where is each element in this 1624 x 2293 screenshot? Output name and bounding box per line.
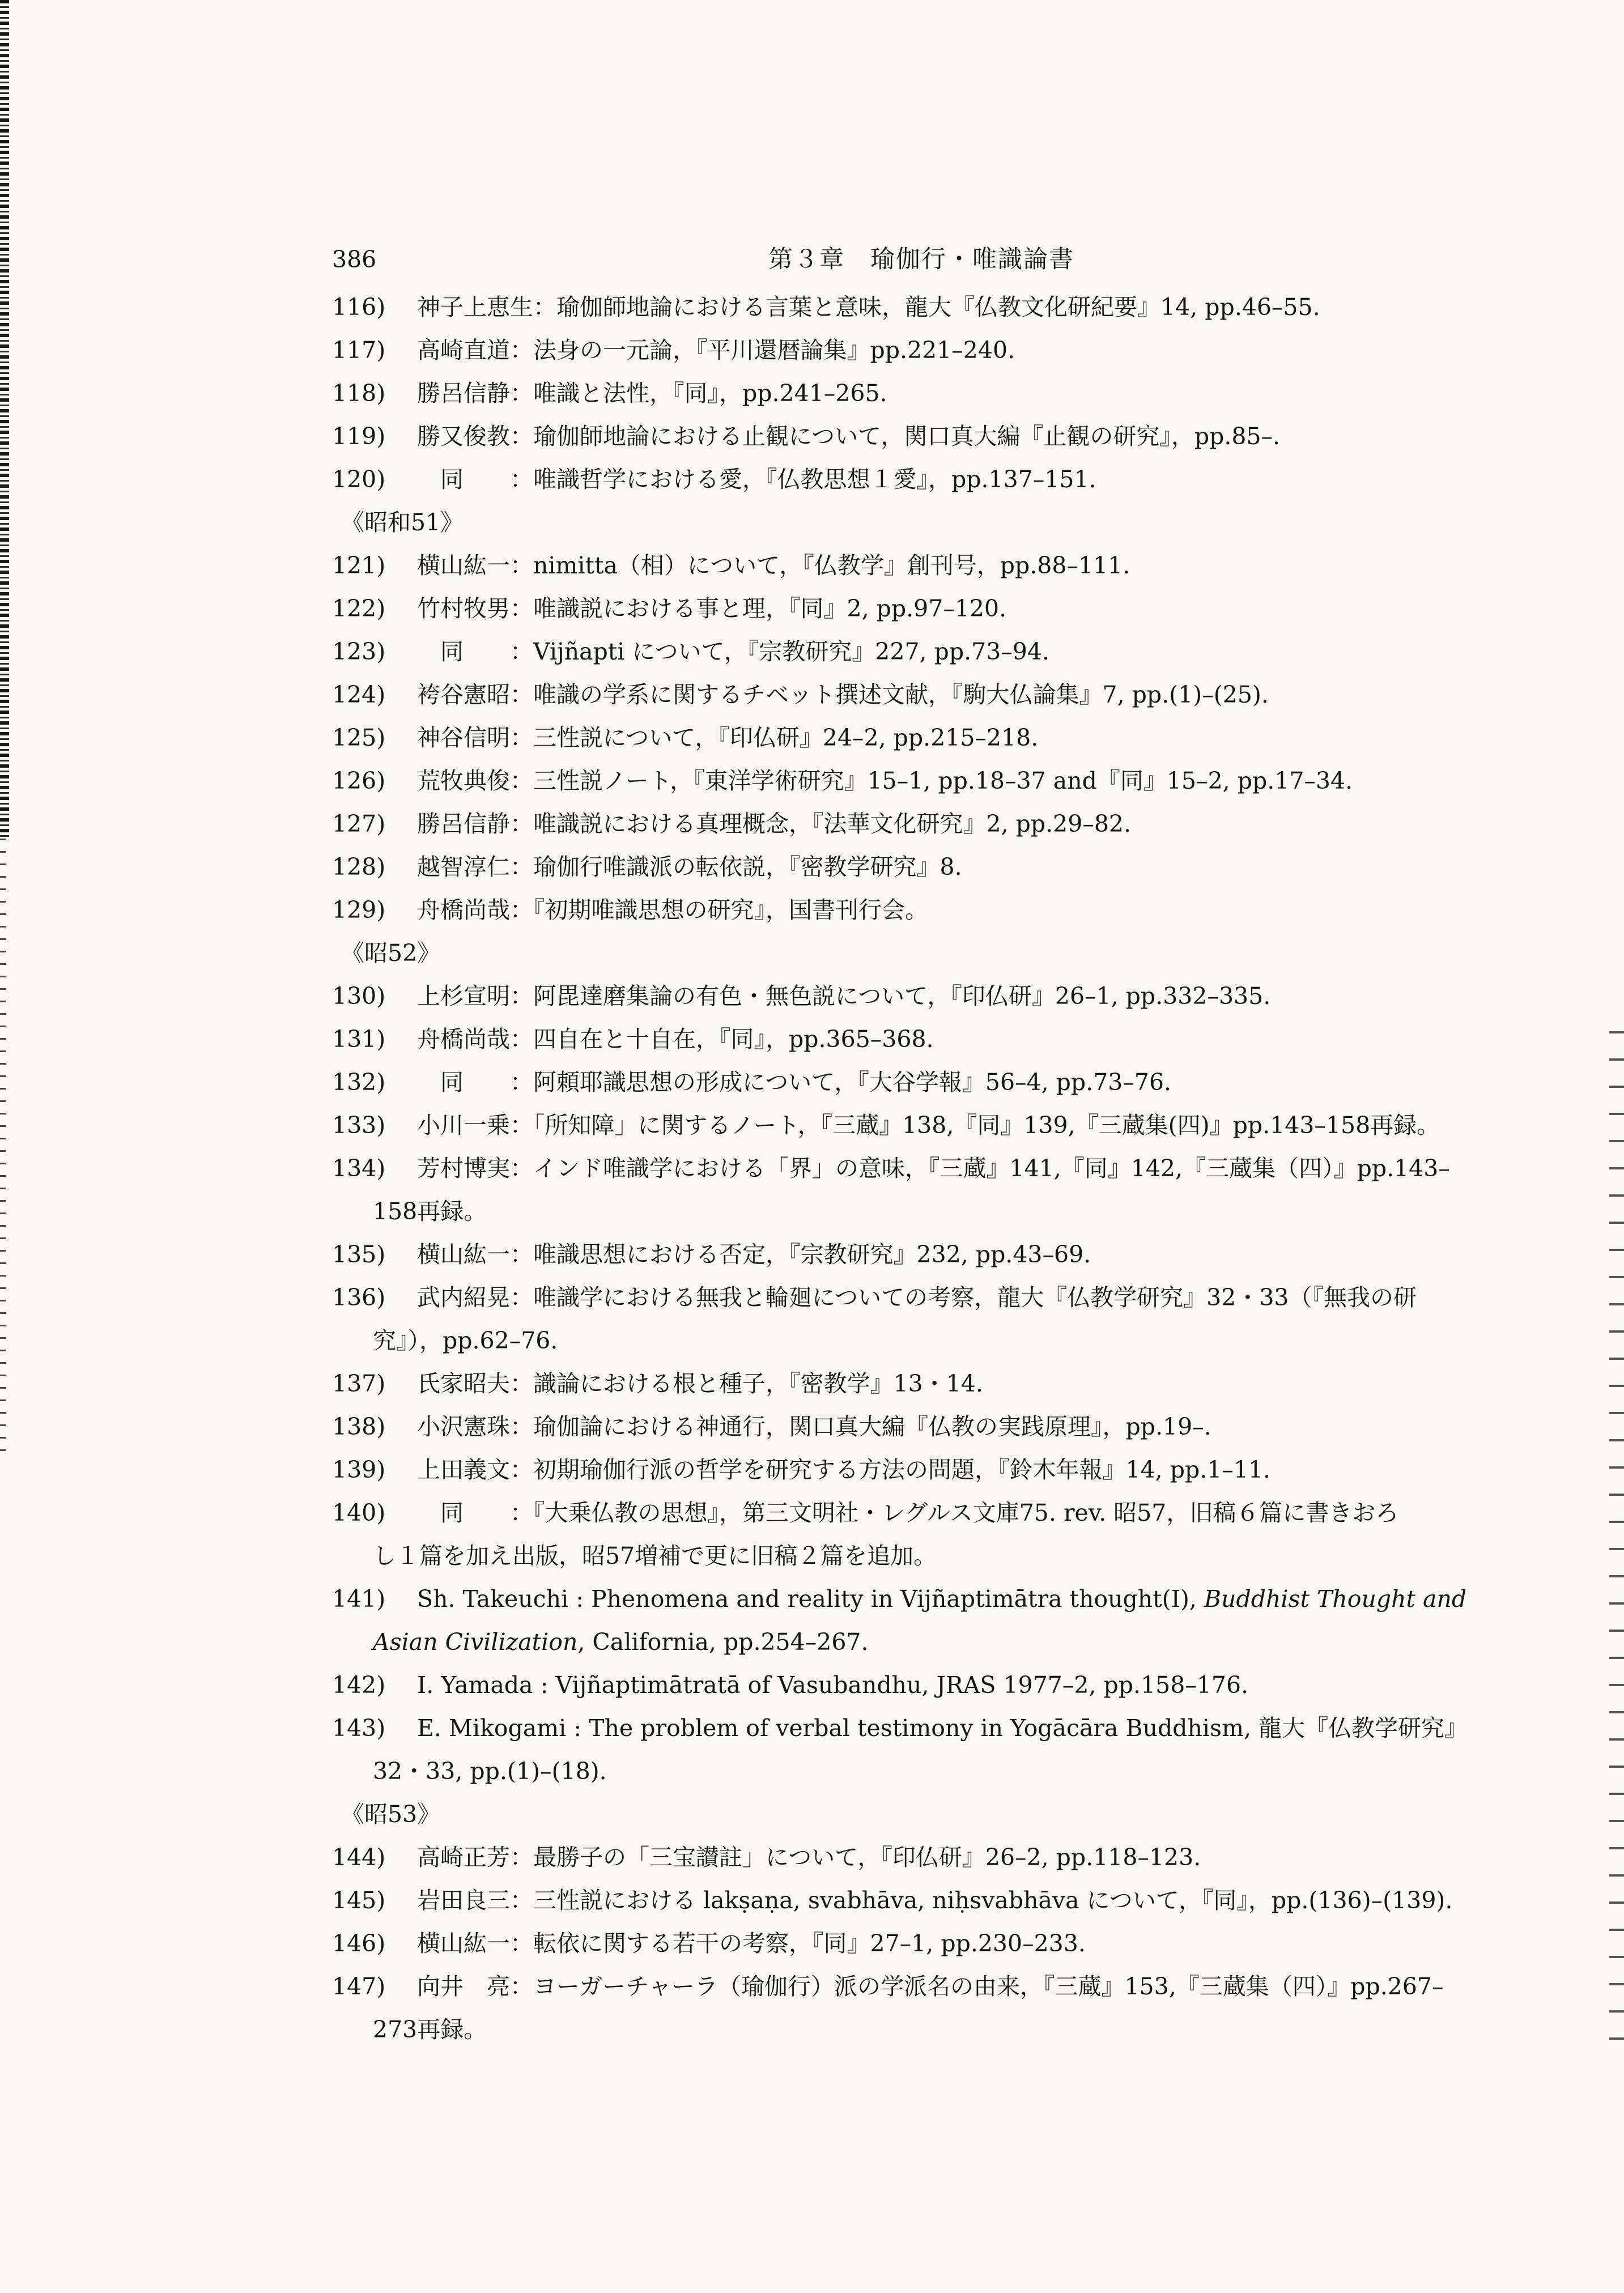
entry-text-plain: Sh. Takeuchi : Phenomena and reality in Vijñaptimātra thought(I), [417, 1585, 1204, 1613]
bibliography-entry [332, 1405, 1511, 1448]
entry-line [332, 372, 1511, 415]
entry-text: 上杉宣明：阿毘達磨集論の有色・無色説について，『印仏研』26–1, pp.332–335. [417, 982, 1271, 1010]
entry-number: 131) [332, 1026, 386, 1053]
bibliography-entry [332, 975, 1511, 1018]
entry-line [332, 1147, 1511, 1190]
entry-text: 芳村博実：インド唯識学における「界」の意味，『三蔵』141,『同』142,『三蔵集（四）』pp.143– [417, 1155, 1450, 1182]
entry-text: 舟橋尚哉：四自在と十自在，『同』，pp.365–368. [417, 1026, 934, 1053]
entry-continuation: 273再録。 [373, 2016, 487, 2043]
bibliography-entry [332, 716, 1511, 759]
entry-text: 勝呂信静：唯識説における真理概念，『法華文化研究』2, pp.29–82. [417, 810, 1132, 837]
entry-text: 同 ：Vijñapti について，『宗教研究』227, pp.73–94. [417, 638, 1050, 665]
entry-text [417, 1577, 1511, 1620]
section-heading: 《昭52》 [341, 939, 441, 967]
entry-text: 荒牧典俊：三性説ノート，『東洋学術研究』15–1, pp.18–37 and『同』15–2, pp.17–34. [417, 767, 1353, 794]
entry-line [332, 1448, 1511, 1491]
entry-line [332, 1233, 1511, 1276]
entry-number: 132) [332, 1069, 386, 1096]
entry-line [332, 329, 1511, 372]
entry-text-italic: Asian Civilization [373, 1628, 578, 1656]
bibliography-entry [332, 1061, 1511, 1104]
entry-number: 135) [332, 1241, 386, 1268]
bibliography-entry [332, 286, 1511, 329]
bibliography-entry [332, 1018, 1511, 1061]
entry-text: 小沢憲珠：瑜伽論における神通行，関口真大編『仏教の実践原理』，pp.19–. [417, 1413, 1211, 1440]
entry-line [332, 458, 1511, 501]
page-header [332, 238, 1511, 286]
entry-number: 144) [332, 1844, 386, 1871]
entry-number: 123) [332, 638, 386, 665]
entry-text: 同 ：阿頼耶識思想の形成について，『大谷学報』56–4, pp.73–76. [417, 1069, 1172, 1096]
bibliography-entry [332, 1362, 1511, 1405]
entry-line [332, 1061, 1511, 1104]
entry-line [332, 716, 1511, 759]
entry-text: 勝呂信静：唯識と法性，『同』，pp.241–265. [417, 380, 887, 407]
entry-text: 岩田良三：三性説における lakṣaṇa, svabhāva, niḥsvabhāva について，『同』，pp.(136)–(139). [417, 1887, 1453, 1914]
entry-line [332, 1922, 1511, 1965]
entry-number: 136) [332, 1284, 386, 1311]
running-title: 第３章 瑜伽行・唯識論書 [768, 245, 1074, 274]
entry-line [332, 1491, 1511, 1534]
entry-line [332, 1577, 1511, 1620]
entry-continuation: 究』），pp.62–76. [373, 1327, 558, 1354]
bibliography-entry [332, 1104, 1511, 1147]
bibliography-entry [332, 587, 1511, 630]
entry-line [332, 544, 1511, 587]
entry-number: 124) [332, 681, 386, 708]
entry-line [332, 1879, 1511, 1922]
entry-number: 120) [332, 466, 386, 493]
entry-text: 高崎正芳：最勝子の「三宝讃註」について，『印仏研』26–2, pp.118–123. [417, 1844, 1201, 1871]
entry-number: 142) [332, 1671, 386, 1699]
entry-text: 舟橋尚哉：『初期唯識思想の研究』，国書刊行会。 [417, 896, 928, 924]
entry-number: 129) [332, 896, 386, 924]
entry-line [332, 759, 1511, 802]
entry-text: I. Yamada : Vijñaptimātratā of Vasubandhu, JRAS 1977–2, pp.158–176. [417, 1671, 1249, 1699]
bibliography-entry [332, 458, 1511, 501]
entry-text: E. Mikogami : The problem of verbal testimony in Yogācāra Buddhism, 龍大『仏教学研究』 [417, 1715, 1468, 1742]
entry-text: 小川一乗：「所知障」に関するノート，『三蔵』138,『同』139,『三蔵集(四)』pp.143–158再録。 [417, 1112, 1440, 1139]
entry-line [332, 587, 1511, 630]
entry-line [332, 630, 1511, 673]
entry-number: 118) [332, 380, 386, 407]
entry-line [332, 1405, 1511, 1448]
bibliography-entry [332, 888, 1511, 931]
entry-text-plain: , California, pp.254–267. [577, 1628, 869, 1656]
entry-number: 125) [332, 724, 386, 751]
entry-number: 146) [332, 1930, 386, 1957]
entry-number: 127) [332, 810, 386, 837]
bibliography-entry [332, 329, 1511, 372]
entry-text: 越智淳仁：瑜伽行唯識派の転依説，『密教学研究』8. [417, 853, 962, 880]
entry-text: 武内紹晃：唯識学における無我と輪廻についての考察，龍大『仏教学研究』32・33（『無我の研 [417, 1284, 1417, 1311]
scan-edge-left [0, 0, 9, 839]
entry-number: 147) [332, 1973, 386, 2000]
bibliography-list [332, 286, 1511, 2051]
entry-line [332, 1104, 1511, 1147]
entry-number: 140) [332, 1499, 386, 1526]
bibliography-entry [332, 1276, 1511, 1362]
entry-line [332, 1707, 1511, 1750]
page-number: 386 [332, 246, 377, 273]
scan-edge-left-lower [0, 839, 6, 1462]
entry-number: 117) [332, 337, 386, 364]
entry-text: 竹村牧男：唯識説における事と理，『同』2, pp.97–120. [417, 595, 1007, 622]
entry-line [332, 1836, 1511, 1879]
entry-line [332, 1664, 1511, 1707]
bibliography-entry [332, 544, 1511, 587]
entry-number: 139) [332, 1456, 386, 1483]
entry-text: 向井 亮：ヨーガーチャーラ（瑜伽行）派の学派名の由来，『三蔵』153,『三蔵集（四）』pp.267– [417, 1973, 1444, 2000]
bibliography-entry [332, 1707, 1511, 1793]
entry-line [332, 1965, 1511, 2008]
bibliography-entry [332, 1664, 1511, 1707]
bibliography-entry [332, 1491, 1511, 1577]
entry-line [332, 673, 1511, 716]
entry-number: 145) [332, 1887, 386, 1914]
entry-number: 126) [332, 767, 386, 794]
entry-continuation [332, 1620, 1511, 1664]
entry-number: 119) [332, 423, 386, 450]
entry-number: 122) [332, 595, 386, 622]
entry-text: 勝又俊教：瑜伽師地論における止観について，関口真大編『止観の研究』，pp.85–. [417, 423, 1281, 450]
entry-text: 横山紘一：唯識思想における否定，『宗教研究』232, pp.43–69. [417, 1241, 1091, 1268]
entry-number: 138) [332, 1413, 386, 1440]
bibliography-entry [332, 1147, 1511, 1233]
entry-text: 上田義文：初期瑜伽行派の哲学を研究する方法の問題，『鈴木年報』14, pp.1–11. [417, 1456, 1271, 1483]
entry-line [332, 845, 1511, 888]
section-heading: 《昭53》 [341, 1801, 441, 1828]
entry-line [332, 1018, 1511, 1061]
section-heading: 《昭和51》 [341, 509, 464, 536]
entry-number: 134) [332, 1155, 386, 1182]
page [332, 238, 1511, 2051]
bibliography-entry [332, 1965, 1511, 2051]
entry-number: 128) [332, 853, 386, 880]
entry-continuation: 32・33, pp.(1)–(18). [373, 1758, 607, 1785]
bibliography-entry [332, 1879, 1511, 1922]
entry-number: 116) [332, 293, 386, 321]
entry-line [332, 286, 1511, 329]
entry-text: 神谷信明：三性説について，『印仏研』24–2, pp.215–218. [417, 724, 1039, 751]
entry-text: 高崎直道：法身の一元論，『平川還暦論集』pp.221–240. [417, 337, 1015, 364]
bibliography-entry [332, 1577, 1511, 1664]
entry-number: 143) [332, 1715, 386, 1742]
entry-number: 130) [332, 982, 386, 1010]
bibliography-entry [332, 802, 1511, 845]
entry-line [332, 975, 1511, 1018]
entry-text-italic: Buddhist Thought and [1204, 1585, 1467, 1613]
entry-number: 141) [332, 1585, 386, 1613]
entry-text: 同 ：『大乗仏教の思想』，第三文明社・レグルス文庫75. rev. 昭57，旧稿６篇に書きおろ [417, 1499, 1399, 1526]
entry-text: 同 ：唯識哲学における愛，『仏教思想１愛』，pp.137–151. [417, 466, 1096, 493]
entry-continuation: 158再録。 [373, 1198, 487, 1225]
entry-text: 横山紘一：転依に関する若干の考察，『同』27–1, pp.230–233. [417, 1930, 1086, 1957]
entry-line [332, 802, 1511, 845]
entry-number: 133) [332, 1112, 386, 1139]
bibliography-entry [332, 759, 1511, 802]
bibliography-entry [332, 673, 1511, 716]
bibliography-entry [332, 1233, 1511, 1276]
entry-text: 氏家昭夫：識論における根と種子，『密教学』13・14. [417, 1370, 983, 1397]
bibliography-entry [332, 845, 1511, 888]
bibliography-entry [332, 1836, 1511, 1879]
entry-text: 袴谷憲昭：唯識の学系に関するチベット撰述文献，『駒大仏論集』7, pp.(1)–(25). [417, 681, 1269, 708]
scan-edge-right [1609, 1031, 1624, 2051]
entry-number: 121) [332, 552, 386, 579]
entry-number: 137) [332, 1370, 386, 1397]
entry-line [332, 1276, 1511, 1319]
entry-line [332, 888, 1511, 931]
entry-text: 横山紘一：nimitta（相）について，『仏教学』創刊号，pp.88–111. [417, 552, 1130, 579]
entry-continuation: し１篇を加え出版，昭57増補で更に旧稿２篇を追加。 [373, 1542, 937, 1569]
bibliography-entry [332, 1448, 1511, 1491]
bibliography-entry [332, 1922, 1511, 1965]
entry-line [332, 415, 1511, 458]
bibliography-entry [332, 630, 1511, 673]
entry-text: 神子上恵生：瑜伽師地論における言葉と意味，龍大『仏教文化研紀要』14, pp.46–55. [417, 293, 1320, 321]
bibliography-entry [332, 372, 1511, 415]
bibliography-entry [332, 415, 1511, 458]
entry-line [332, 1362, 1511, 1405]
